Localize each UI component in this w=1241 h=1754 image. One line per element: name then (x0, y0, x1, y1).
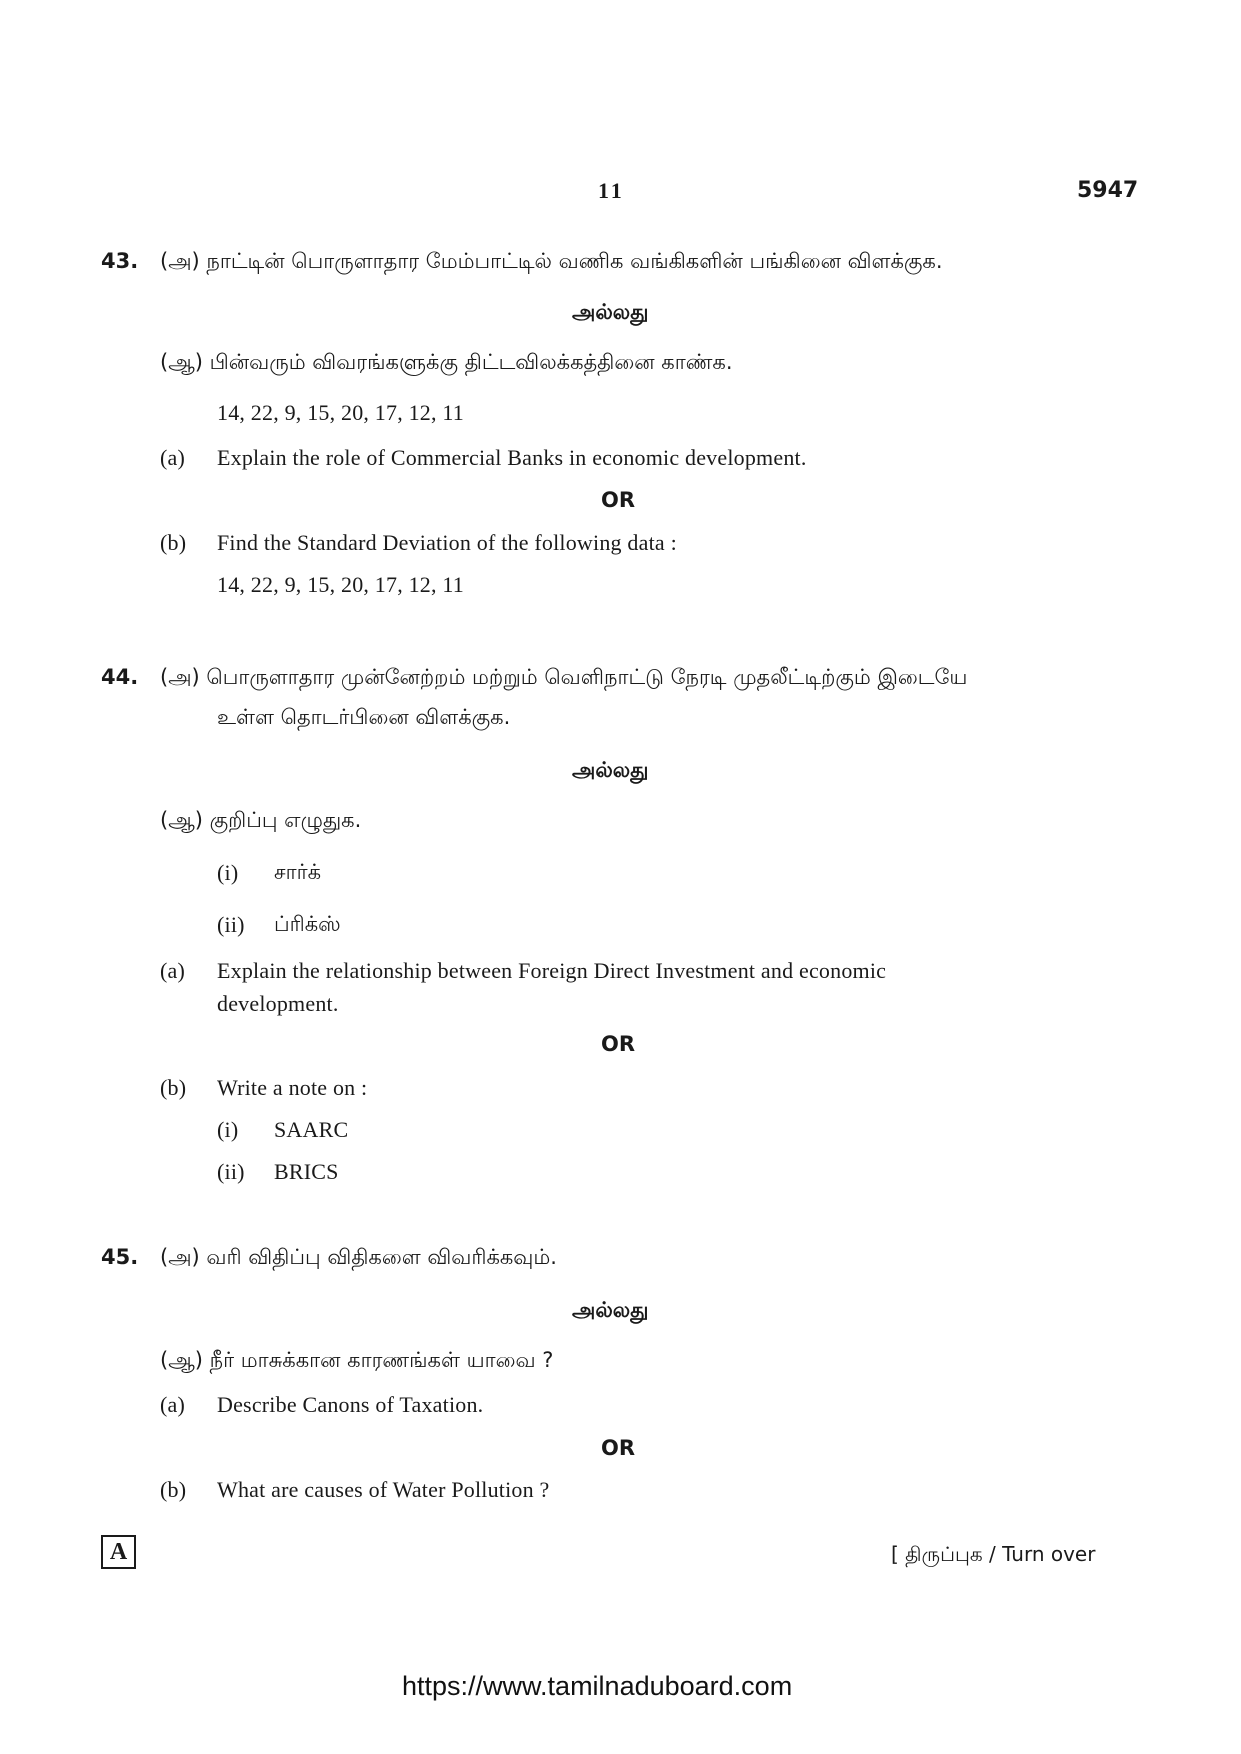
question-number: 43. (101, 249, 139, 273)
part-b-text: What are causes of Water Pollution ? (217, 1477, 550, 1502)
or-separator: OR (601, 1032, 636, 1056)
part-b-label: (b) (160, 1477, 187, 1502)
part-b-text: Write a note on : (217, 1075, 368, 1100)
paper-code: 5947 (1077, 178, 1139, 203)
part-a-text: Explain the role of Commercial Banks in economic development. (217, 445, 807, 470)
tamil-or-separator: அல்லது (572, 300, 649, 324)
part-a-line1: Explain the relationship between Foreign Direct Investment and economic (217, 958, 887, 983)
tamil-part-b: (ஆ) குறிப்பு எழுதுக. (160, 808, 362, 832)
tamil-or-separator: அல்லது (572, 1298, 649, 1322)
part-a-label: (a) (160, 1392, 186, 1417)
question-number: 44. (101, 665, 139, 689)
item-i-label: (i) (217, 1117, 239, 1142)
tamil-part-b: (ஆ) நீர் மாசுக்கான காரணங்கள் யாவை ? (160, 1348, 554, 1372)
tamil-item-ii-label: (ii) (217, 912, 245, 937)
tamil-item-i-label: (i) (217, 860, 239, 885)
part-a-label: (a) (160, 445, 186, 470)
part-a-label: (a) (160, 958, 186, 983)
source-url[interactable]: https://www.tamilnaduboard.com (402, 1671, 793, 1701)
tamil-part-a: (அ) நாட்டின் பொருளாதார மேம்பாட்டில் வணிக வங்கிகளின் பங்கினை விளக்குக. (160, 249, 943, 273)
tamil-part-a-line2: உள்ள தொடர்பினை விளக்குக. (217, 705, 511, 729)
tamil-part-a: (அ) வரி விதிப்பு விதிகளை விவரிக்கவும். (160, 1245, 557, 1269)
tamil-item-ii: ப்ரிக்ஸ் (274, 912, 341, 936)
part-b-text: Find the Standard Deviation of the following data : (217, 530, 677, 555)
tamil-part-b-data: 14, 22, 9, 15, 20, 17, 12, 11 (217, 400, 464, 425)
question-number: 45. (101, 1245, 139, 1269)
part-b-data: 14, 22, 9, 15, 20, 17, 12, 11 (217, 572, 464, 597)
item-i-text: SAARC (274, 1117, 349, 1142)
part-a-line2: development. (217, 991, 339, 1016)
part-b-label: (b) (160, 530, 187, 555)
tamil-part-b: (ஆ) பின்வரும் விவரங்களுக்கு திட்டவிலக்கத்தினை காண்க. (160, 350, 733, 374)
page-number: 11 (598, 178, 625, 203)
or-separator: OR (601, 488, 636, 512)
or-separator: OR (601, 1436, 636, 1460)
tamil-or-separator: அல்லது (572, 758, 649, 782)
part-b-label: (b) (160, 1075, 187, 1100)
item-ii-label: (ii) (217, 1159, 245, 1184)
turn-over-note: [ திருப்புக / Turn over (891, 1542, 1096, 1566)
part-a-text: Describe Canons of Taxation. (217, 1392, 484, 1417)
tamil-item-i: சார்க் (274, 860, 322, 884)
series-letter-box: A (101, 1535, 136, 1569)
item-ii-text: BRICS (274, 1159, 339, 1184)
tamil-part-a-line1: (அ) பொருளாதார முன்னேற்றம் மற்றும் வெளிநாட்டு நேரடி முதலீட்டிற்கும் இடையே (160, 665, 968, 689)
